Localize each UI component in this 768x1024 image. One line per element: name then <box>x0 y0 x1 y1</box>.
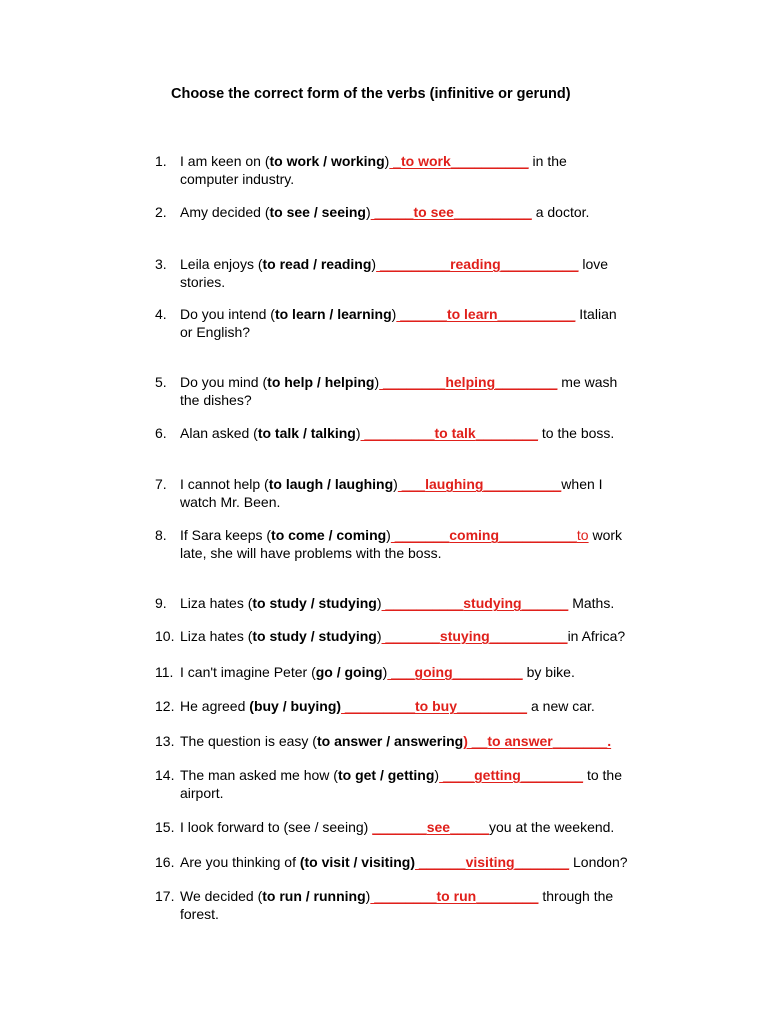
item-prompt: Are you thinking of <box>180 854 300 870</box>
answer-text: studying <box>463 595 522 611</box>
answer-blank <box>387 664 522 680</box>
item-suffix: a doctor. <box>531 204 590 220</box>
item-text <box>180 204 589 222</box>
answer-blank <box>382 628 568 644</box>
verb-options: (to visit / visiting) <box>299 854 415 870</box>
item-prompt: Alan asked ( <box>180 425 258 441</box>
blank-lead: _ <box>389 153 401 169</box>
answer-text: laughing <box>425 476 484 492</box>
item-text <box>180 306 617 341</box>
item-number: 3. <box>155 256 167 272</box>
item-number: 16. <box>155 854 175 870</box>
answer-blank <box>370 888 538 904</box>
answer-blank <box>376 256 578 272</box>
item-prompt: We decided ( <box>180 888 263 904</box>
answer-text: to buy <box>415 698 458 714</box>
item-line-1 <box>180 888 613 906</box>
item-text <box>180 527 622 562</box>
item-suffix: a new car. <box>527 698 595 714</box>
blank-trail: __________ <box>450 153 529 169</box>
item-text <box>180 733 611 751</box>
blank-lead: ) __ <box>463 733 488 749</box>
item-line-1 <box>180 819 614 837</box>
item-line-2: computer industry. <box>180 170 295 187</box>
close-paren: ) <box>393 476 398 492</box>
close-paren: ) <box>376 628 382 644</box>
blank-lead: _____ <box>370 204 414 220</box>
item-line-1 <box>180 698 595 716</box>
verb-options: to help / helping <box>267 374 375 390</box>
blank-lead: __________ <box>381 595 464 611</box>
item-number: 6. <box>155 425 167 441</box>
item-number: 12. <box>155 698 175 714</box>
item-text <box>180 854 628 872</box>
blank-lead: _________ <box>360 425 435 441</box>
item-line-2: forest. <box>180 905 219 922</box>
blank-trail: __________ <box>483 476 562 492</box>
item-number: 2. <box>155 204 167 220</box>
answer-text: to talk <box>434 425 476 441</box>
item-line-1 <box>180 425 614 443</box>
answer-text: to learn <box>446 306 498 322</box>
item-text <box>180 476 603 511</box>
item-number: 17. <box>155 888 175 904</box>
item-prompt: I cannot help ( <box>180 476 269 492</box>
blank-trail: _________ <box>457 698 528 714</box>
item-text <box>180 595 614 613</box>
item-suffix: by bike. <box>522 664 575 680</box>
verb-options: to learn / learning <box>274 306 392 322</box>
answer-text: see <box>426 819 451 835</box>
item-suffix: to the boss. <box>538 425 615 441</box>
blank-lead: ________ <box>379 374 446 390</box>
blank-trail: __________ <box>499 527 577 543</box>
item-text <box>180 374 617 409</box>
verb-options: to study / studying <box>252 628 377 644</box>
blank-trail: ________ <box>476 888 539 904</box>
answer-blank <box>361 425 539 441</box>
blank-lead: ________ <box>370 888 437 904</box>
item-text <box>180 153 567 188</box>
item-line-1 <box>180 527 622 545</box>
item-number: 1. <box>155 153 167 169</box>
item-prompt: Leila enjoys ( <box>180 256 263 272</box>
item-line-2: or English? <box>180 323 251 340</box>
close-paren: ) <box>374 374 380 390</box>
item-line-2: airport. <box>180 784 224 801</box>
close-paren: ) <box>434 767 440 783</box>
item-text <box>180 425 614 443</box>
item-prompt: Liza hates ( <box>180 628 253 644</box>
answer-text: stuying <box>439 628 490 644</box>
item-suffix: you at the weekend. <box>489 819 615 835</box>
answer-text: to run <box>436 888 477 904</box>
answer-text: to work <box>400 153 451 169</box>
item-number: 7. <box>155 476 167 492</box>
item-line-1 <box>180 854 628 872</box>
item-text <box>180 819 614 837</box>
item-line-1 <box>180 153 567 171</box>
close-paren: ) <box>386 527 391 543</box>
item-line-2: late, she will have problems with the boss. <box>180 544 442 561</box>
item-line-1 <box>180 256 608 274</box>
blank-lead: _______ <box>381 628 440 644</box>
item-prompt: The question is easy ( <box>180 733 317 749</box>
item-number: 15. <box>155 819 175 835</box>
item-suffix: London? <box>569 854 628 870</box>
blank-trail: _______. <box>552 733 612 749</box>
blank-trail: __________ <box>497 306 576 322</box>
close-paren: ) <box>384 153 390 169</box>
blank-trail: ______ <box>521 595 569 611</box>
item-number: 4. <box>155 306 167 322</box>
item-line-1 <box>180 733 611 751</box>
item-text <box>180 767 622 802</box>
item-number: 8. <box>155 527 167 543</box>
item-number: 9. <box>155 595 167 611</box>
answer-text: helping <box>445 374 496 390</box>
answer-blank <box>391 527 577 543</box>
item-suffix: through the <box>538 888 614 904</box>
item-line-1 <box>180 204 589 222</box>
answer-text: visiting <box>465 854 515 870</box>
item-line-1 <box>180 595 614 613</box>
item-line-2: stories. <box>180 273 226 290</box>
verb-options: to come / coming <box>271 527 387 543</box>
answer-blank <box>398 476 561 492</box>
answer-blank <box>372 819 489 835</box>
item-line-1 <box>180 628 625 646</box>
verb-options: to get / getting <box>337 767 435 783</box>
item-text <box>180 628 625 646</box>
verb-options: to read / reading <box>262 256 372 272</box>
item-prompt: I look forward to (see / seeing) <box>180 819 373 835</box>
item-suffix: me wash <box>557 374 618 390</box>
close-paren: ) <box>391 306 397 322</box>
item-prompt: Do you intend ( <box>180 306 275 322</box>
blank-lead: _________ <box>376 256 451 272</box>
blank-trail: __________ <box>489 628 568 644</box>
item-suffix: in the <box>528 153 567 169</box>
answer-blank <box>379 374 557 390</box>
item-number: 5. <box>155 374 167 390</box>
item-line-2: the dishes? <box>180 391 252 408</box>
worksheet-title: Choose the correct form of the verbs (infinitive or gerund) <box>171 86 571 102</box>
item-suffix: when I <box>561 476 603 492</box>
item-suffix: love <box>578 256 609 272</box>
close-paren: ) <box>365 204 371 220</box>
close-paren: ) <box>365 888 371 904</box>
verb-options: to laugh / laughing <box>268 476 394 492</box>
item-suffix: Maths. <box>568 595 615 611</box>
item-prompt: He agreed <box>180 698 250 714</box>
blank-lead: _______ <box>390 527 450 543</box>
item-line-1 <box>180 374 617 392</box>
item-prompt: Do you mind ( <box>180 374 268 390</box>
blank-lead: _______ <box>372 819 427 835</box>
item-line-1 <box>180 664 575 682</box>
item-text <box>180 698 595 716</box>
blank-lead: ___ <box>397 476 426 492</box>
red-fragment: to <box>576 527 589 543</box>
blank-trail: _________ <box>452 664 523 680</box>
blank-trail: __________ <box>453 204 532 220</box>
close-paren: ) <box>355 425 361 441</box>
answer-text: coming <box>449 527 500 543</box>
item-suffix: work <box>588 527 623 543</box>
answer-blank <box>371 204 532 220</box>
blank-lead: ______ <box>414 854 466 870</box>
answer-blank <box>389 153 528 169</box>
item-text <box>180 664 575 682</box>
item-text <box>180 888 613 923</box>
answer-text: to see <box>413 204 454 220</box>
answer-blank <box>382 595 569 611</box>
blank-lead: ____ <box>439 767 475 783</box>
item-line-1 <box>180 476 603 494</box>
verb-options: to study / studying <box>252 595 377 611</box>
answer-text: to answer <box>487 733 553 749</box>
blank-trail: _______ <box>514 854 570 870</box>
item-prompt: The man asked me how ( <box>180 767 338 783</box>
item-prompt: I can't imagine Peter ( <box>180 664 316 680</box>
answer-text: getting <box>474 767 521 783</box>
close-paren: ) <box>382 664 388 680</box>
blank-trail: ________ <box>475 425 539 441</box>
close-paren: ) <box>376 595 382 611</box>
answer-blank <box>341 698 527 714</box>
item-text <box>180 256 608 291</box>
verb-options: to talk / talking <box>257 425 356 441</box>
item-number: 10. <box>155 628 175 644</box>
blank-trail: _____ <box>450 819 490 835</box>
answer-blank <box>463 733 611 749</box>
item-number: 13. <box>155 733 175 749</box>
item-prompt: Amy decided ( <box>180 204 270 220</box>
item-suffix: in Africa? <box>567 628 626 644</box>
item-suffix: to the <box>583 767 622 783</box>
verb-options: to run / running <box>262 888 366 904</box>
answer-text: going <box>414 664 453 680</box>
answer-blank <box>415 854 569 870</box>
verb-options: (buy / buying) <box>249 698 342 714</box>
answer-text: reading <box>450 256 501 272</box>
item-prompt: Liza hates ( <box>180 595 253 611</box>
item-prompt: If Sara keeps ( <box>180 527 272 543</box>
answer-blank <box>396 306 575 322</box>
verb-options: to see / seeing <box>269 204 366 220</box>
item-suffix: Italian <box>575 306 617 322</box>
item-line-1 <box>180 767 622 785</box>
item-number: 14. <box>155 767 175 783</box>
blank-trail: ________ <box>520 767 584 783</box>
answer-blank <box>439 767 583 783</box>
verb-options: to answer / answering <box>316 733 464 749</box>
blank-trail: __________ <box>500 256 579 272</box>
close-paren: ) <box>371 256 377 272</box>
blank-trail: ________ <box>495 374 558 390</box>
item-line-1 <box>180 306 617 324</box>
item-line-2: watch Mr. Been. <box>180 493 281 510</box>
blank-lead: ___ <box>387 664 415 680</box>
blank-lead: ______ <box>396 306 447 322</box>
verb-options: to work / working <box>269 153 385 169</box>
verb-options: go / going <box>315 664 383 680</box>
item-prompt: I am keen on ( <box>180 153 270 169</box>
blank-lead: _________ <box>341 698 416 714</box>
item-number: 11. <box>155 664 174 680</box>
